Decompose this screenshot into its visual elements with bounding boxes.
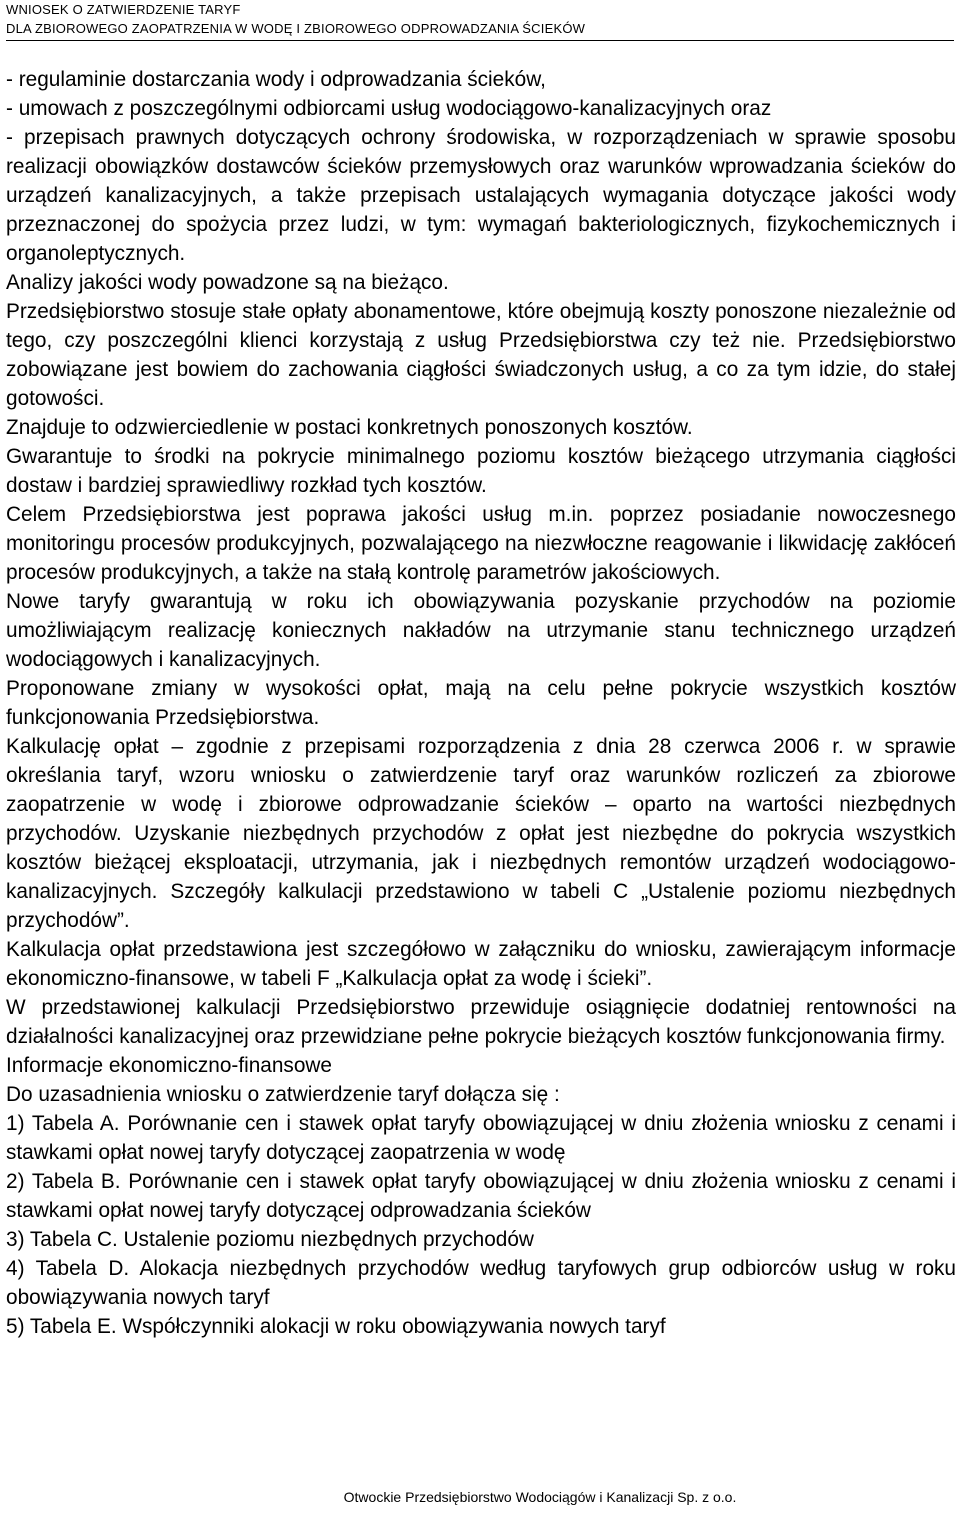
list-item-tabela-c: 3) Tabela C. Ustalenie poziomu niezbędnych przychodów bbox=[6, 1228, 534, 1251]
list-item-tabela-d: 4) Tabela D. Alokacja niezbędnych przychodów według taryfowych grup odbiorców usług w roku obowiązywania nowych taryf bbox=[6, 1257, 956, 1309]
page-footer: Otwockie Przedsiębiorstwo Wodociągów i Kanalizacji Sp. z o.o. bbox=[343, 1489, 737, 1505]
list-item-przepisy: - przepisach prawnych dotyczących ochrony środowiska, w rozporządzeniach w sprawie sposobu realizacji obowiązków dostawców ścieków przemysłowych oraz warunków wprowadzania ścieków do urządzeń kanalizacyjnych, a także przepisach ustalających wymagania dotyczące jakości wody przeznaczonej do spożycia przez ludzi, w tym: wymagań bakteriologicznych, fizykochemicznych i organoleptycznych. bbox=[6, 126, 956, 265]
paragraph-cel: Celem Przedsiębiorstwa jest poprawa jakości usług m.in. poprzez posiadanie nowoczesnego monitoringu procesów produkcyjnych, pozwalającego na niezwłoczne reagowanie i likwidację zakłóceń procesów produkcyjnych, a także na stałą kontrolę parametrów jakościowych. bbox=[6, 503, 956, 584]
list-item-regulamin: - regulaminie dostarczania wody i odprowadzania ścieków, bbox=[6, 68, 546, 91]
document-header bbox=[6, 0, 954, 41]
list-item-umowy: - umowach z poszczególnymi odbiorcami usług wodociągowo-kanalizacyjnych oraz bbox=[6, 97, 772, 120]
paragraph-gwarancja: Gwarantuje to środki na pokrycie minimalnego poziomu kosztów bieżącego utrzymania ciągłości dostaw i bardziej sprawiedliwy rozkład tych kosztów. bbox=[6, 445, 956, 497]
header-title: WNIOSEK O ZATWIERDZENIE TARYF bbox=[6, 2, 241, 17]
paragraph-uzasadnienie: Do uzasadnienia wniosku o zatwierdzenie taryf dołącza się : bbox=[6, 1083, 560, 1106]
paragraph-odzwierciedlenie: Znajduje to odzwierciedlenie w postaci konkretnych ponoszonych kosztów. bbox=[6, 416, 693, 439]
list-item-tabela-e: 5) Tabela E. Współczynniki alokacji w roku obowiązywania nowych taryf bbox=[6, 1315, 666, 1338]
list-item-tabela-b: 2) Tabela B. Porównanie cen i stawek opłat taryfy obowiązującej w dniu złożenia wniosku z cenami i stawkami opłat nowej taryfy dotyczącej odprowadzania ścieków bbox=[6, 1170, 956, 1222]
paragraph-nowe-taryfy: Nowe taryfy gwarantują w roku ich obowiązywania pozyskanie przychodów na poziomie umożliwiającym realizację koniecznych nakładów na utrzymanie stanu technicznego urządzeń wodociągowych i kanalizacyjnych. bbox=[6, 590, 956, 671]
header-subtitle: DLA ZBIOROWEGO ZAOPATRZENIA W WODĘ I ZBIOROWEGO ODPROWADZANIA ŚCIEKÓW bbox=[6, 21, 586, 36]
paragraph-kalkulacja-zalacznik: Kalkulacja opłat przedstawiona jest szczegółowo w załączniku do wniosku, zawierającym informacje ekonomiczno-finansowe, w tabeli F „Kalkulacja opłat za wodę i ścieki”. bbox=[6, 938, 956, 990]
paragraph-zmiany: Proponowane zmiany w wysokości opłat, mają na celu pełne pokrycie wszystkich kosztów funkcjonowania Przedsiębiorstwa. bbox=[6, 677, 956, 729]
document-body bbox=[6, 65, 956, 1341]
paragraph-rentownosc: W przedstawionej kalkulacji Przedsiębiorstwo przewiduje osiągnięcie dodatniej rentowności na działalności kanalizacyjnej oraz przewidziane pełne pokrycie bieżących kosztów funkcjonowania firmy. bbox=[6, 996, 956, 1048]
paragraph-oplaty-abonamentowe: Przedsiębiorstwo stosuje stałe opłaty abonamentowe, które obejmują koszty ponoszone niezależnie od tego, czy poszczególni klienci korzystają z usług Przedsiębiorstwa czy też nie. Przedsiębiorstwo zobowiązane jest bowiem do zachowania ciągłości świadczonych usług, a co za tym idzie, do stałej gotowości. bbox=[6, 300, 956, 410]
list-item-tabela-a: 1) Tabela A. Porównanie cen i stawek opłat taryfy obowiązującej w dniu złożenia wniosku z cenami i stawkami opłat nowej taryfy dotyczącej zaopatrzenia w wodę bbox=[6, 1112, 956, 1164]
section-heading: Informacje ekonomiczno-finansowe bbox=[6, 1054, 332, 1077]
paragraph-kalkulacja-oplat: Kalkulację opłat – zgodnie z przepisami rozporządzenia z dnia 28 czerwca 2006 r. w sprawie określania taryf, wzoru wniosku o zatwierdzenie taryf oraz warunków rozliczeń za zbiorowe zaopatrzenie w wodę i zbiorowe odprowadzanie ścieków – oparto na wartości niezbędnych przychodów. Uzyskanie niezbędnych przychodów z opłat jest niezbędne do pokrycia wszystkich kosztów bieżącej eksploatacji, utrzymania, jak i niezbędnych remontów urządzeń wodociągowo-kanalizacyjnych. Szczegóły kalkulacji przedstawiono w tabeli C „Ustalenie poziomu niezbędnych przychodów”. bbox=[6, 735, 956, 932]
paragraph-analizy: Analizy jakości wody powadzone są na bieżąco. bbox=[6, 271, 449, 294]
